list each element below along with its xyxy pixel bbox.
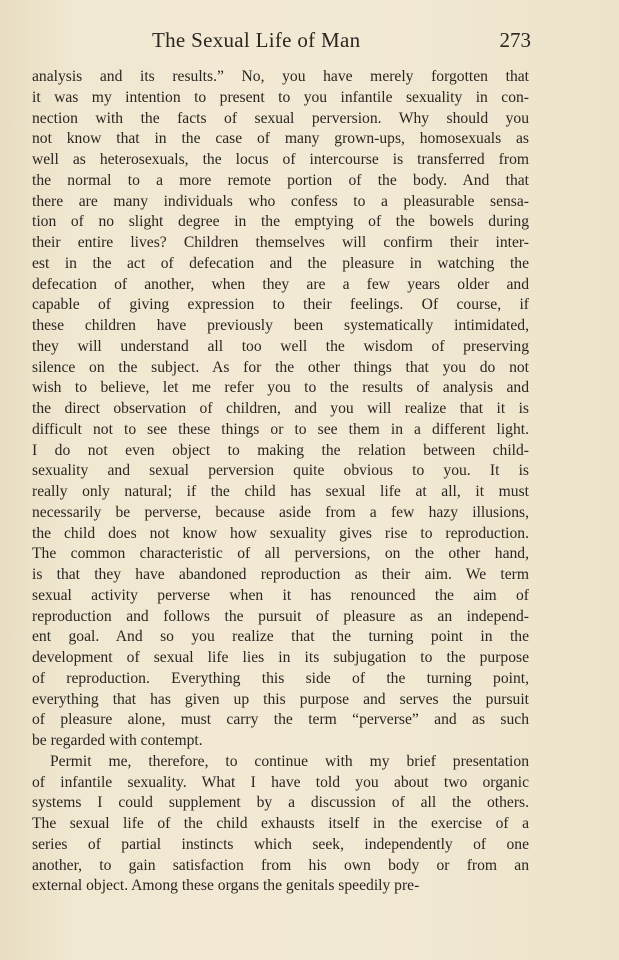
text-line: difficult not to see these things or to see them in a different light. — [32, 420, 529, 438]
text-line: external object. Among these organs the genitals speedily pre- — [32, 877, 420, 895]
text-line: Permit me, therefore, to continue with my brief presentation — [50, 752, 529, 770]
text-line: sexuality and sexual perversion quite obvious to you. It is — [32, 462, 529, 480]
page-header — [32, 28, 531, 58]
text-line: necessarily be perverse, because aside from a few hazy illusions, — [32, 503, 529, 521]
text-line: of reproduction. Everything this side of the turning point, — [32, 669, 529, 687]
text-line: systems I could supplement by a discussion of all the others. — [32, 794, 529, 812]
text-line: not know that in the case of many grown-ups, homosexuals as — [32, 130, 529, 148]
text-line: capable of giving expression to their feelings. Of course, if — [32, 296, 529, 314]
text-line: analysis and its results.” No, you have merely forgotten that — [32, 68, 529, 85]
text-line: ent goal. And so you realize that the turning point in the — [32, 628, 529, 646]
text-line: the child does not know how sexuality gives rise to reproduction. — [32, 524, 529, 542]
text-line: sexual activity perverse when it has renounced the aim of — [32, 586, 529, 604]
text-line: be regarded with contempt. — [32, 732, 203, 749]
text-line: of pleasure alone, must carry the term “perverse” and as such — [32, 711, 529, 729]
text-line: series of partial instincts which seek, independently of one — [32, 835, 529, 853]
text-line: The common characteristic of all perversions, on the other hand, — [32, 545, 529, 563]
text-line: the direct observation of children, and you will realize that it is — [32, 400, 529, 417]
text-line: reproduction and follows the pursuit of pleasure as an independ- — [32, 607, 529, 625]
text-line: everything that has given up this purpose and serves the pursuit — [32, 690, 529, 708]
text-line: defecation of another, when they are a few years older and — [32, 275, 529, 293]
text-line: wish to believe, let me refer you to the results of analysis and — [32, 379, 529, 397]
text-line: there are many individuals who confess to a pleasurable sensa- — [32, 192, 529, 210]
page-number: 273 — [499, 28, 531, 52]
text-line: tion of no slight degree in the emptying of the bowels during — [32, 213, 529, 231]
text-line: really only natural; if the child has sexual life at all, it must — [32, 483, 529, 500]
text-line: well as heterosexuals, the locus of intercourse is transferred from — [32, 151, 529, 168]
text-line: is that they have abandoned reproduction as their aim. We term — [32, 566, 529, 583]
text-line: nection with the facts of sexual perversion. Why should you — [32, 109, 529, 127]
text-line: the normal to a more remote portion of the body. And that — [32, 171, 529, 189]
text-line: development of sexual life lies in its subjugation to the purpose — [32, 649, 529, 666]
text-line: they will understand all too well the wisdom of preserving — [32, 337, 529, 355]
text-line: their entire lives? Children themselves will confirm their inter- — [32, 234, 529, 251]
body-text — [32, 67, 529, 897]
running-title: The Sexual Life of Man — [152, 28, 361, 52]
text-line: The sexual life of the child exhausts itself in the exercise of a — [32, 815, 529, 832]
text-line: silence on the subject. As for the other things that you do not — [32, 358, 529, 376]
text-line: of infantile sexuality. What I have told you about two organic — [32, 773, 529, 791]
text-line: est in the act of defecation and the pleasure in watching the — [32, 254, 529, 272]
text-line: these children have previously been systematically intimidated, — [32, 317, 529, 334]
text-line: another, to gain satisfaction from his own body or from an — [32, 856, 529, 874]
text-line: I do not even object to making the relation between child- — [32, 441, 529, 459]
text-line: it was my intention to present to you infantile sexuality in con- — [32, 88, 529, 106]
